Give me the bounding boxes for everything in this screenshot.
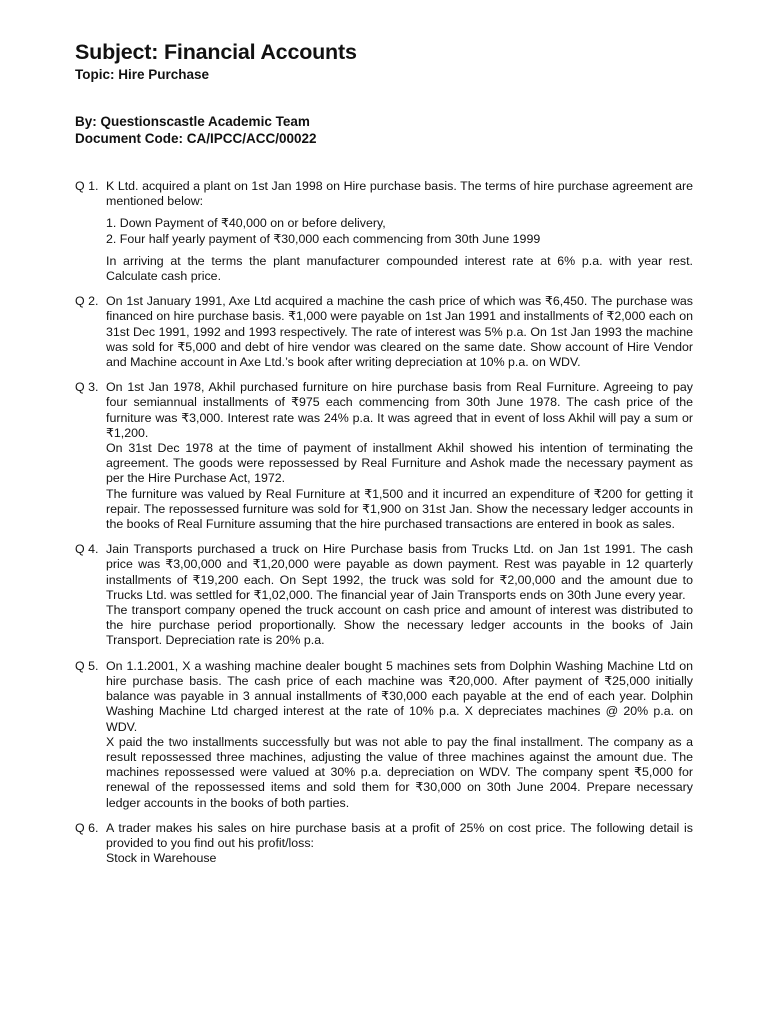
stock-in-warehouse-label: Stock in Warehouse <box>106 851 217 866</box>
subject-title: Subject: Financial Accounts <box>75 40 357 64</box>
question-6 <box>75 821 693 867</box>
topic-title: Topic: Hire Purchase <box>75 67 210 82</box>
question-paragraph: K Ltd. acquired a plant on 1st Jan 1998 on Hire purchase basis. The terms of hire purchase agreement are mentioned below: <box>106 179 693 209</box>
question-number: Q 5. <box>75 658 99 673</box>
question-number: Q 1. <box>75 179 99 193</box>
question-paragraph: The transport company opened the truck account on cash price and amount of interest was distributed to the hire purchase period proportionally. Show the necessary ledger accounts in the books of Jain Transport. Depreciation rate is 20% p.a. <box>106 603 693 648</box>
question-body <box>106 542 693 648</box>
question-number: Q 3. <box>75 380 99 395</box>
terms-list <box>106 216 693 246</box>
question-paragraph: On 1st January 1991, Axe Ltd acquired a machine the cash price of which was ₹6,450. The purchase was financed on hire purchase basis. ₹1,000 were payable on 1st Jan 1991 and installments of ₹2,000 each on 31st Dec 1991, 1992 and 1993 respectively. The rate of interest was 5% p.a. On 1st Jan 1993 the machine was sold for ₹5,000 and debt of hire vendor was cleared on the same date. Show account of Hire Vendor and Machine account in Axe Ltd.’s book after writing depreciation at 10% p.a. on WDV. <box>106 294 693 370</box>
list-item: 2. Four half yearly payment of ₹30,000 each commencing from 30th June 1999 <box>106 231 541 246</box>
document-code: Document Code: CA/IPCC/ACC/00022 <box>75 131 317 146</box>
question-body <box>106 179 693 284</box>
question-body <box>106 821 693 867</box>
question-body <box>106 294 693 370</box>
question-5 <box>75 659 693 811</box>
author-line: By: Questionscastle Academic Team <box>75 114 310 129</box>
question-paragraph: A trader makes his sales on hire purchase basis at a profit of 25% on cost price. The following detail is provided to you find out his profit/loss: <box>106 820 693 850</box>
question-body <box>106 659 693 811</box>
list-item: 1. Down Payment of ₹40,000 on or before delivery, <box>106 216 386 231</box>
question-4 <box>75 542 693 648</box>
question-paragraph: Jain Transports purchased a truck on Hire Purchase basis from Trucks Ltd. on Jan 1st 1991. The cash price was ₹3,00,000 and ₹1,20,000 were payable as down payment. Rest was payable in 12 quarterly installments of ₹19,200 each. On Sept 1992, the truck was sold for ₹2,00,000 and the amount due to Trucks Ltd. was settled for ₹1,02,000. The financial year of Jain Transports ends on 30th June every year. <box>106 542 693 602</box>
question-number: Q 6. <box>75 820 99 835</box>
question-number: Q 2. <box>75 294 99 309</box>
question-paragraph: The furniture was valued by Real Furniture at ₹1,500 and it incurred an expenditure of ₹200 for getting it repair. The repossessed furniture was sold for ₹1,900 on 31st Jan. Show the necessary ledger accounts in the books of Real Furniture assuming that the hire purchased transactions are entered in book as sales. <box>106 486 693 532</box>
question-3 <box>75 380 693 532</box>
question-paragraph: On 1st Jan 1978, Akhil purchased furniture on hire purchase basis from Real Furniture. Agreeing to pay four semiannual installments of ₹975 each commencing from 30th June 1978. The cash price of the furniture was ₹3,000. Interest rate was 24% p.a. It was agreed that in event of loss Akhil will pay a sum or ₹1,200. <box>106 380 693 440</box>
question-paragraph: X paid the two installments successfully but was not able to pay the final installment. The company as a result repossessed three machines, adjusting the value of three machines against the amount due. The machines repossessed were valued at 30% p.a. depreciation on WDV. The company spent ₹5,000 for renewal of the repossessed items and sold them for ₹30,000 on 30th June 2004. Prepare necessary ledger accounts in the books of both parties. <box>106 734 693 810</box>
question-paragraph: On 31st Dec 1978 at the time of payment of installment Akhil showed his intention of terminating the agreement. The goods were repossessed by Real Furniture and Ashok made the necessary payment as per the Hire Purchase Act, 1972. <box>106 441 693 486</box>
question-body <box>106 380 693 532</box>
question-1 <box>75 179 693 284</box>
question-paragraph: On 1.1.2001, X a washing machine dealer bought 5 machines sets from Dolphin Washing Machine Ltd on hire purchase basis. The cash price of each machine was ₹20,000. After payment of ₹25,000 initially balance was payable in 3 annual installments of ₹30,000 each payable at the end of each year. Dolphin Washing Machine Ltd charged interest at the rate of 10% p.a. X depreciates machines @ 20% p.a. on WDV. <box>106 658 693 734</box>
question-paragraph: In arriving at the terms the plant manufacturer compounded interest rate at 6% p.a. with year rest. Calculate cash price. <box>106 253 693 284</box>
question-list <box>75 179 693 876</box>
question-number: Q 4. <box>75 542 99 557</box>
question-2 <box>75 294 693 370</box>
